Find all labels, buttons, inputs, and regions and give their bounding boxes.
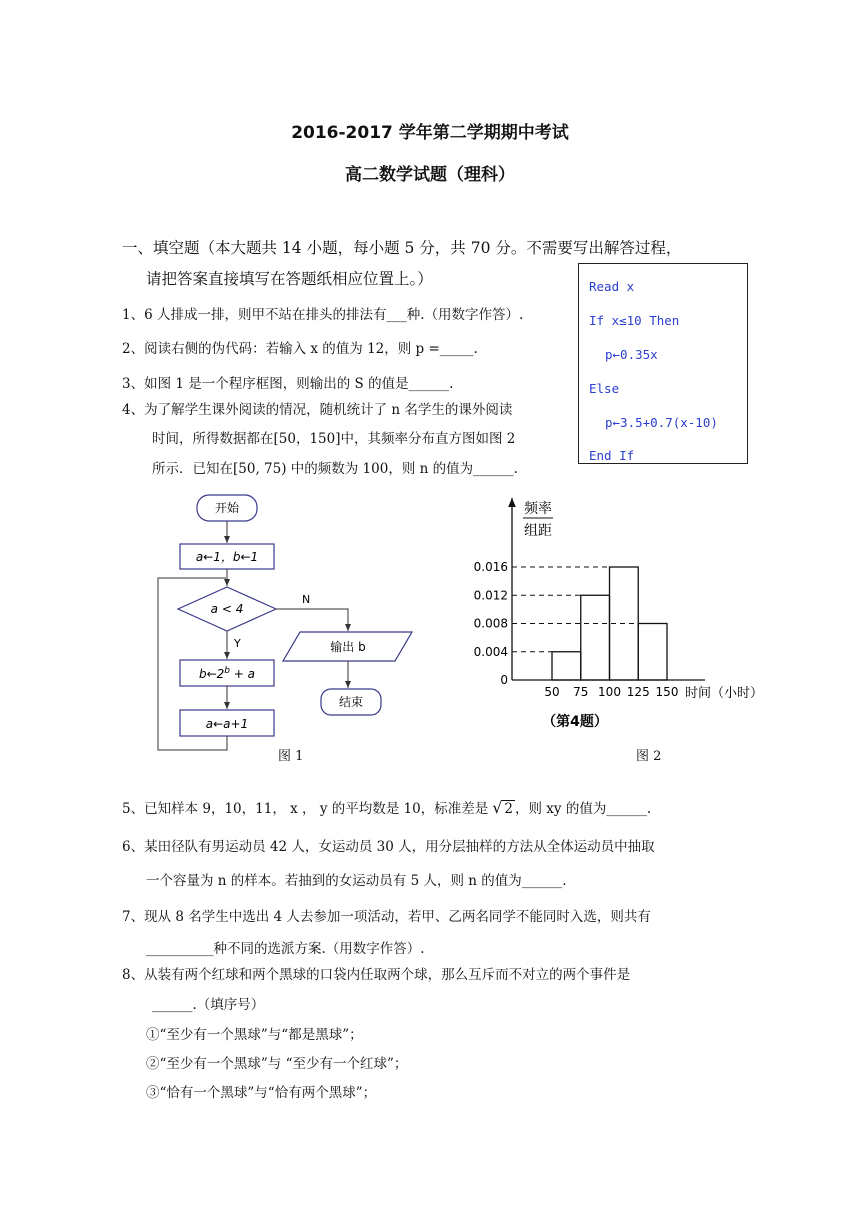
exam-title: 2016-2017 学年第二学期期中考试 bbox=[291, 123, 569, 143]
section-heading-cont: 请把答案直接填写在答题纸相应位置上。） bbox=[146, 270, 433, 288]
x-tick-label: 50 bbox=[544, 685, 560, 699]
sqrt-symbol: √ bbox=[492, 798, 503, 817]
question-4: 4、为了解学生课外阅读的情况，随机统计了 n 名学生的课外阅读 bbox=[122, 402, 513, 418]
chart-title: （第4题） bbox=[542, 714, 608, 730]
code-line-if: If x≤10 Then bbox=[589, 313, 680, 328]
code-line-endif: End If bbox=[589, 448, 635, 463]
x-tick-label: 100 bbox=[598, 685, 621, 699]
y-tick-label: 0.012 bbox=[473, 588, 508, 603]
flow-output-label: 输出 b bbox=[330, 640, 366, 654]
code-line-assign2: p←3.5+0.7(x-10) bbox=[605, 415, 718, 430]
histogram-bar bbox=[552, 652, 581, 680]
flow-init-label: a←1，b←1 bbox=[195, 550, 259, 564]
flowchart bbox=[150, 490, 430, 770]
histogram-bar bbox=[638, 624, 667, 681]
exam-subtitle: 高二数学试题（理科） bbox=[345, 165, 515, 185]
question-8-option-1: ①“至少有一个黑球”与“都是黑球”； bbox=[146, 1027, 363, 1043]
flow-start-label: 开始 bbox=[214, 501, 240, 515]
question-7-line2: __________种不同的选派方案.（用数字作答）. bbox=[146, 941, 425, 957]
histogram-chart bbox=[455, 490, 795, 740]
question-4-line3: 所示．已知在[50, 75) 中的频数为 100，则 n 的值为______. bbox=[152, 461, 518, 477]
question-2: 2、阅读右侧的伪代码：若输入 x 的值为 12，则 p =_____. bbox=[122, 341, 478, 357]
question-6-line2: 一个容量为 n 的样本。若抽到的女运动员有 5 人，则 n 的值为______. bbox=[146, 873, 567, 889]
flow-update-b-label: $b\leftarrow 2^b + a$ bbox=[198, 666, 256, 681]
question-7: 7、现从 8 名学生中选出 4 人去参加一项活动，若甲、乙两名同学不能同时入选，则共有 bbox=[122, 909, 651, 925]
question-8-option-3: ③“恰有一个黑球”与“恰有两个黑球”； bbox=[146, 1085, 377, 1101]
x-tick-label: 75 bbox=[573, 685, 589, 699]
pseudocode-box bbox=[578, 263, 748, 464]
flow-condition-label: a < 4 bbox=[210, 602, 244, 616]
y-tick-label: 0.004 bbox=[473, 644, 508, 659]
x-tick-label: 150 bbox=[655, 685, 679, 699]
code-line-else: Else bbox=[589, 381, 620, 396]
question-8-line2: ______.（填序号） bbox=[152, 997, 265, 1013]
histogram-bar bbox=[581, 595, 610, 680]
xlabel: 时间（小时） bbox=[685, 686, 764, 701]
question-1: 1、6 人排成一排，则甲不站在排头的排法有___种.（用数字作答）. bbox=[122, 307, 524, 323]
ylabel-bottom: 组距 bbox=[524, 523, 552, 539]
flow-no-label: N bbox=[302, 593, 311, 606]
code-line-read: Read x bbox=[589, 279, 635, 294]
section-heading: 一、填空题（本大题共 14 小题，每小题 5 分，共 70 分。不需要写出解答过程， bbox=[122, 239, 682, 257]
y-tick-label: 0.016 bbox=[473, 560, 508, 574]
question-8: 8、从装有两个红球和两个黑球的口袋内任取两个球，那么互斥而不对立的两个事件是 bbox=[122, 967, 631, 983]
flow-update-a-label: a←a+1 bbox=[205, 717, 249, 731]
question-8-option-2: ②“至少有一个黑球”与 “至少有一个红球”； bbox=[146, 1056, 408, 1072]
ylabel-top: 频率 bbox=[524, 501, 552, 517]
flow-end-label: 结束 bbox=[338, 695, 364, 709]
question-6: 6、某田径队有男运动员 42 人，女运动员 30 人，用分层抽样的方法从全体运动员中抽取 bbox=[122, 839, 655, 855]
question-5 bbox=[122, 797, 651, 817]
flow-yes-label: Y bbox=[234, 637, 241, 650]
question-3: 3、如图 1 是一个程序框图，则输出的 S 的值是______. bbox=[122, 376, 454, 392]
sqrt-radicand: 2 bbox=[504, 801, 513, 817]
code-line-assign1: p←0.35x bbox=[605, 347, 658, 362]
question-5-tail: ，则 xy 的值为______. bbox=[515, 801, 652, 817]
question-4-line2: 时间，所得数据都在[50，150]中，其频率分布直方图如图 2 bbox=[152, 431, 516, 447]
y-tick-label: 0 bbox=[500, 673, 508, 687]
figure-1-caption: 图 1 bbox=[278, 749, 304, 764]
question-5-text: 5、已知样本 9，10，11， x ， y 的平均数是 10，标准差是 bbox=[122, 801, 489, 817]
figure-2-caption: 图 2 bbox=[636, 749, 662, 764]
x-tick-label: 125 bbox=[626, 685, 650, 699]
y-tick-label: 0.008 bbox=[473, 616, 508, 631]
